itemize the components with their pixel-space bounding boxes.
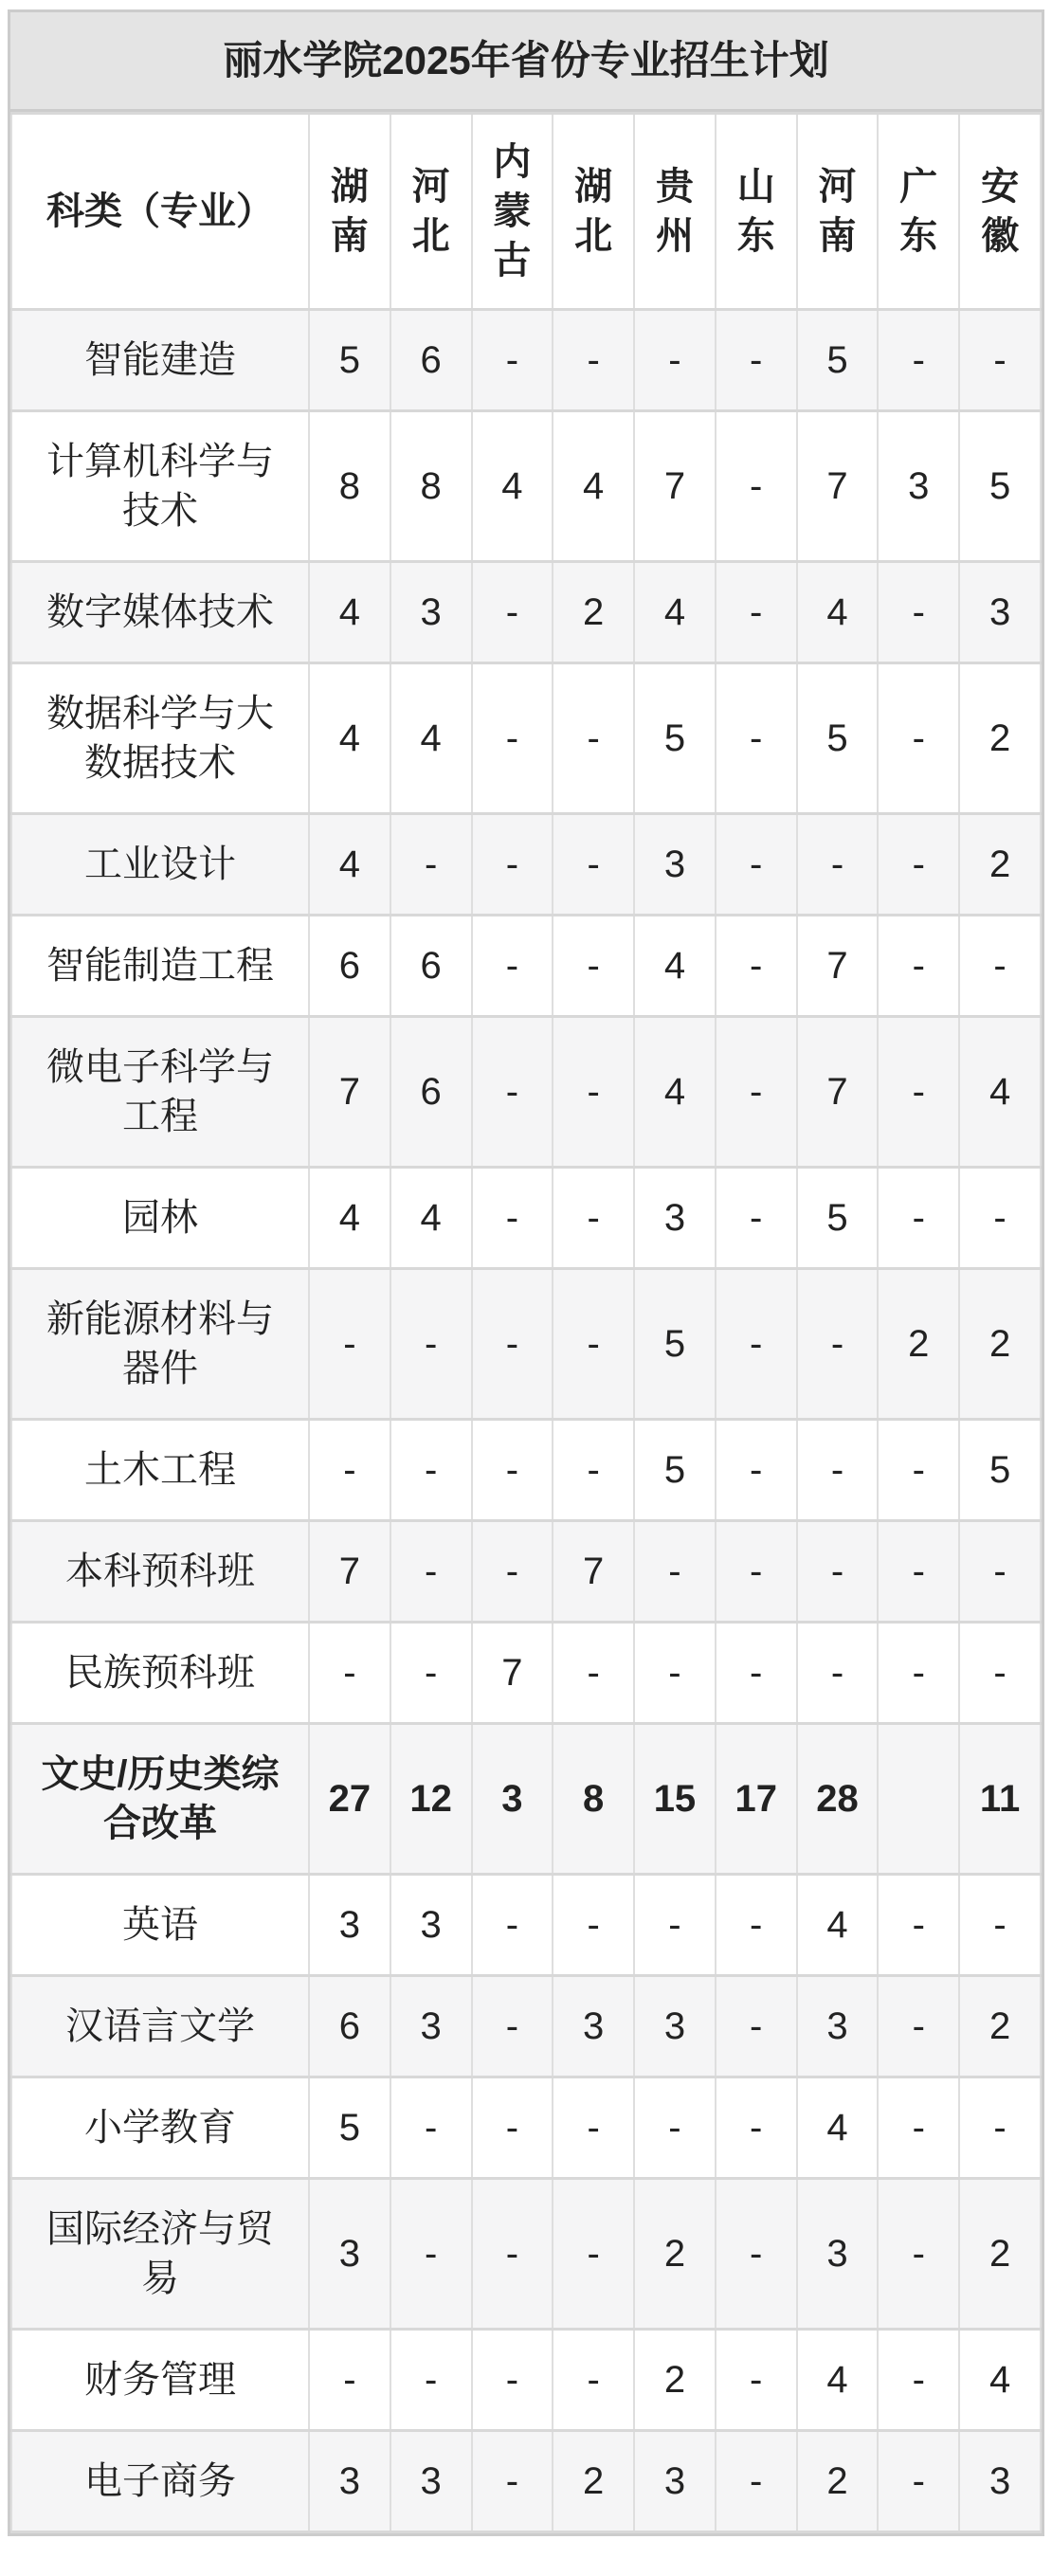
province-name-label: 河北 <box>411 166 450 257</box>
plan-count-cell: - <box>959 1623 1041 1724</box>
plan-count-cell: - <box>797 1521 879 1623</box>
plan-count-cell: - <box>878 1521 959 1623</box>
plan-count-cell: - <box>472 2077 553 2179</box>
plan-count-cell: 3 <box>797 1976 879 2077</box>
plan-count-cell: 2 <box>959 2179 1041 2330</box>
plan-count-cell: - <box>716 562 797 663</box>
plan-count-cell: 27 <box>309 1724 390 1875</box>
table-row <box>11 2330 1041 2431</box>
plan-count-cell: 4 <box>634 562 716 663</box>
plan-count-cell: - <box>716 310 797 411</box>
enrollment-plan-table <box>8 9 1044 2536</box>
plan-count-cell: - <box>878 2077 959 2179</box>
plan-count-cell: - <box>472 916 553 1017</box>
plan-count-cell: - <box>472 1168 553 1269</box>
province-column-header <box>716 114 797 310</box>
plan-count-cell: 5 <box>797 310 879 411</box>
plan-count-cell: 6 <box>390 916 472 1017</box>
plan-count-cell: - <box>472 1976 553 2077</box>
plan-count-cell: 4 <box>959 2330 1041 2431</box>
plan-count-cell: - <box>878 814 959 916</box>
plan-count-cell: 3 <box>878 411 959 562</box>
plan-count-cell: 4 <box>309 814 390 916</box>
plan-count-cell: - <box>390 1269 472 1420</box>
plan-count-cell: 7 <box>309 1521 390 1623</box>
plan-count-cell: - <box>309 1420 390 1521</box>
major-name-cell: 国际经济与贸易 <box>11 2179 309 2330</box>
plan-count-cell: - <box>878 1168 959 1269</box>
plan-count-cell: - <box>390 1420 472 1521</box>
plan-count-cell: - <box>797 1269 879 1420</box>
plan-count-cell: - <box>472 1017 553 1168</box>
plan-count-cell: - <box>959 2077 1041 2179</box>
plan-count-cell: - <box>472 562 553 663</box>
plan-count-cell: - <box>309 2330 390 2431</box>
plan-count-cell: - <box>553 1168 634 1269</box>
major-name-cell: 英语 <box>11 1875 309 1976</box>
plan-count-cell: 4 <box>959 1017 1041 1168</box>
province-column-header <box>797 114 879 310</box>
major-name-cell: 新能源材料与器件 <box>11 1269 309 1420</box>
province-name-label: 山东 <box>736 166 775 257</box>
plan-count-cell: 4 <box>797 2330 879 2431</box>
plan-count-cell: - <box>878 310 959 411</box>
plan-count-cell: 6 <box>309 1976 390 2077</box>
plan-count-cell: 2 <box>553 562 634 663</box>
plan-count-cell: 7 <box>472 1623 553 1724</box>
plan-count-cell: 4 <box>390 1168 472 1269</box>
province-name-label: 安徽 <box>981 166 1020 257</box>
plan-count-cell: 3 <box>553 1976 634 2077</box>
plan-count-cell: - <box>553 1269 634 1420</box>
plan-count-cell: - <box>390 2179 472 2330</box>
province-column-header <box>472 114 553 310</box>
plan-count-cell: 3 <box>634 1168 716 1269</box>
plan-count-cell: - <box>716 411 797 562</box>
plan-count-cell: - <box>878 663 959 814</box>
plan-count-cell: - <box>472 2431 553 2532</box>
plan-count-cell: - <box>553 2179 634 2330</box>
major-name-cell: 智能制造工程 <box>11 916 309 1017</box>
plan-count-cell: - <box>553 1017 634 1168</box>
table-row <box>11 562 1041 663</box>
plan-count-cell: - <box>959 1875 1041 1976</box>
plan-count-cell: - <box>878 1623 959 1724</box>
table-row <box>11 411 1041 562</box>
major-name-cell: 本科预科班 <box>11 1521 309 1623</box>
plan-count-cell: 4 <box>390 663 472 814</box>
major-name-cell: 文史/历史类综合改革 <box>11 1724 309 1875</box>
table-title: 丽水学院2025年省份专业招生计划 <box>10 12 1042 112</box>
plan-count-cell: - <box>716 1168 797 1269</box>
plan-count-cell: - <box>878 1420 959 1521</box>
province-name-label: 湖南 <box>330 166 369 257</box>
plan-count-cell: 5 <box>634 663 716 814</box>
header-row <box>11 114 1041 310</box>
major-name-cell: 财务管理 <box>11 2330 309 2431</box>
plan-count-cell: 3 <box>390 1976 472 2077</box>
plan-count-cell: - <box>553 1875 634 1976</box>
major-name-cell: 土木工程 <box>11 1420 309 1521</box>
table-row <box>11 2077 1041 2179</box>
plan-count-cell: 7 <box>634 411 716 562</box>
plan-count-cell: - <box>553 1420 634 1521</box>
plan-count-cell: 3 <box>309 1875 390 1976</box>
plan-count-cell: - <box>959 310 1041 411</box>
plan-count-cell: 3 <box>309 2179 390 2330</box>
plan-count-cell: - <box>472 1521 553 1623</box>
plan-count-cell: - <box>878 2431 959 2532</box>
plan-count-cell: 2 <box>553 2431 634 2532</box>
plan-count-cell: 4 <box>634 1017 716 1168</box>
plan-count-cell: 12 <box>390 1724 472 1875</box>
plan-count-cell: - <box>553 310 634 411</box>
table-row <box>11 310 1041 411</box>
plan-count-cell: 4 <box>472 411 553 562</box>
plan-count-cell: - <box>797 814 879 916</box>
table-row <box>11 2179 1041 2330</box>
plan-count-cell: 5 <box>959 1420 1041 1521</box>
plan-count-cell: - <box>716 1976 797 2077</box>
plan-count-cell: - <box>716 2077 797 2179</box>
province-column-header <box>878 114 959 310</box>
plan-count-cell: - <box>878 916 959 1017</box>
table-row <box>11 1875 1041 1976</box>
province-column-header <box>390 114 472 310</box>
table-row <box>11 1017 1041 1168</box>
plan-count-cell: - <box>390 2330 472 2431</box>
plan-count-cell: 7 <box>797 1017 879 1168</box>
plan-count-cell: - <box>390 2077 472 2179</box>
plan-count-cell: - <box>553 2330 634 2431</box>
plan-count-cell: 5 <box>309 2077 390 2179</box>
plan-count-cell: - <box>553 1623 634 1724</box>
plan-count-cell: 2 <box>634 2330 716 2431</box>
plan-count-cell: - <box>472 1875 553 1976</box>
table-row <box>11 1521 1041 1623</box>
plan-count-cell: 17 <box>716 1724 797 1875</box>
plan-count-cell: 4 <box>309 562 390 663</box>
plan-count-cell: 3 <box>472 1724 553 1875</box>
plan-count-cell: 5 <box>797 1168 879 1269</box>
province-column-header <box>634 114 716 310</box>
plan-count-cell: 4 <box>797 1875 879 1976</box>
plan-count-cell: 3 <box>309 2431 390 2532</box>
plan-count-cell: - <box>634 1875 716 1976</box>
plan-count-cell: - <box>716 1420 797 1521</box>
plan-count-cell: - <box>390 1623 472 1724</box>
plan-count-cell: - <box>797 1623 879 1724</box>
major-name-cell: 数据科学与大数据技术 <box>11 663 309 814</box>
enrollment-table <box>10 112 1042 2533</box>
plan-count-cell: - <box>716 1017 797 1168</box>
plan-count-cell: 8 <box>553 1724 634 1875</box>
plan-count-cell: - <box>634 1521 716 1623</box>
table-row <box>11 916 1041 1017</box>
plan-count-cell: 8 <box>309 411 390 562</box>
plan-count-cell: - <box>634 1623 716 1724</box>
plan-count-cell: - <box>716 916 797 1017</box>
plan-count-cell: - <box>797 1420 879 1521</box>
plan-count-cell: - <box>553 814 634 916</box>
plan-count-cell: 3 <box>634 1976 716 2077</box>
plan-count-cell: - <box>390 814 472 916</box>
plan-count-cell: - <box>878 562 959 663</box>
plan-count-cell: - <box>472 2179 553 2330</box>
table-row <box>11 1724 1041 1875</box>
plan-count-cell: 2 <box>959 1976 1041 2077</box>
plan-count-cell: 3 <box>634 2431 716 2532</box>
plan-count-cell: 3 <box>390 562 472 663</box>
major-name-cell: 数字媒体技术 <box>11 562 309 663</box>
plan-count-cell: 2 <box>634 2179 716 2330</box>
table-row <box>11 1976 1041 2077</box>
plan-count-cell: 6 <box>309 916 390 1017</box>
plan-count-cell: 3 <box>634 814 716 916</box>
table-row <box>11 1168 1041 1269</box>
province-name-label: 广东 <box>899 166 938 257</box>
plan-count-cell: 5 <box>309 310 390 411</box>
major-name-cell: 计算机科学与技术 <box>11 411 309 562</box>
plan-count-cell: - <box>716 2431 797 2532</box>
plan-count-cell: 4 <box>553 411 634 562</box>
plan-count-cell: 4 <box>797 2077 879 2179</box>
plan-count-cell: 4 <box>309 663 390 814</box>
plan-count-cell: - <box>472 310 553 411</box>
plan-count-cell: - <box>716 2179 797 2330</box>
table-row <box>11 1420 1041 1521</box>
plan-count-cell: 2 <box>959 1269 1041 1420</box>
plan-count-cell: - <box>716 814 797 916</box>
plan-count-cell: 2 <box>959 814 1041 916</box>
plan-count-cell: - <box>553 2077 634 2179</box>
plan-count-cell: 3 <box>959 2431 1041 2532</box>
plan-count-cell: 3 <box>959 562 1041 663</box>
plan-count-cell: 7 <box>553 1521 634 1623</box>
major-name-cell: 园林 <box>11 1168 309 1269</box>
plan-count-cell: - <box>472 1420 553 1521</box>
plan-count-cell: 7 <box>797 916 879 1017</box>
plan-count-cell: - <box>634 2077 716 2179</box>
plan-count-cell: 7 <box>309 1017 390 1168</box>
table-row <box>11 1269 1041 1420</box>
plan-count-cell: 6 <box>390 310 472 411</box>
plan-count-cell: 4 <box>309 1168 390 1269</box>
plan-count-cell: - <box>716 663 797 814</box>
plan-count-cell: 2 <box>959 663 1041 814</box>
plan-count-cell: - <box>716 1623 797 1724</box>
province-column-header <box>553 114 634 310</box>
table-row <box>11 1623 1041 1724</box>
province-column-header <box>959 114 1041 310</box>
plan-count-cell: 15 <box>634 1724 716 1875</box>
plan-count-cell: - <box>716 1875 797 1976</box>
plan-count-cell: - <box>309 1623 390 1724</box>
plan-count-cell: - <box>716 1269 797 1420</box>
plan-count-cell: 7 <box>797 411 879 562</box>
plan-count-cell: - <box>878 2179 959 2330</box>
plan-count-cell <box>878 1724 959 1875</box>
plan-count-cell: - <box>878 1875 959 1976</box>
plan-count-cell: 3 <box>390 1875 472 1976</box>
province-name-label: 贵州 <box>655 166 694 257</box>
major-name-cell: 民族预科班 <box>11 1623 309 1724</box>
plan-count-cell: 28 <box>797 1724 879 1875</box>
plan-count-cell: 3 <box>797 2179 879 2330</box>
plan-count-cell: 6 <box>390 1017 472 1168</box>
plan-count-cell: - <box>959 1168 1041 1269</box>
plan-count-cell: - <box>309 1269 390 1420</box>
plan-count-cell: - <box>634 310 716 411</box>
plan-count-cell: 4 <box>634 916 716 1017</box>
province-name-label: 湖北 <box>574 166 613 257</box>
major-name-cell: 小学教育 <box>11 2077 309 2179</box>
plan-count-cell: - <box>390 1521 472 1623</box>
plan-count-cell: - <box>716 1521 797 1623</box>
plan-count-cell: - <box>716 2330 797 2431</box>
plan-count-cell: 5 <box>797 663 879 814</box>
plan-count-cell: - <box>878 2330 959 2431</box>
major-name-cell: 微电子科学与工程 <box>11 1017 309 1168</box>
plan-count-cell: - <box>472 663 553 814</box>
plan-count-cell: 2 <box>878 1269 959 1420</box>
major-name-cell: 工业设计 <box>11 814 309 916</box>
major-name-cell: 智能建造 <box>11 310 309 411</box>
plan-count-cell: - <box>472 1269 553 1420</box>
plan-count-cell: 11 <box>959 1724 1041 1875</box>
plan-count-cell: - <box>878 1976 959 2077</box>
plan-count-cell: 2 <box>797 2431 879 2532</box>
major-name-cell: 汉语言文学 <box>11 1976 309 2077</box>
plan-count-cell: - <box>472 814 553 916</box>
major-name-cell: 电子商务 <box>11 2431 309 2532</box>
plan-count-cell: 3 <box>390 2431 472 2532</box>
plan-count-cell: - <box>553 663 634 814</box>
plan-count-cell: 5 <box>634 1420 716 1521</box>
plan-count-cell: - <box>878 1017 959 1168</box>
province-name-label: 河南 <box>818 166 857 257</box>
plan-count-cell: - <box>959 916 1041 1017</box>
plan-count-cell: - <box>472 2330 553 2431</box>
province-name-label: 内蒙古 <box>493 141 532 281</box>
table-row <box>11 2431 1041 2532</box>
plan-count-cell: 5 <box>959 411 1041 562</box>
plan-count-cell: 8 <box>390 411 472 562</box>
table-row <box>11 814 1041 916</box>
table-row <box>11 663 1041 814</box>
plan-count-cell: 4 <box>797 562 879 663</box>
plan-count-cell: 5 <box>634 1269 716 1420</box>
plan-count-cell: - <box>553 916 634 1017</box>
plan-count-cell: - <box>959 1521 1041 1623</box>
province-column-header <box>309 114 390 310</box>
corner-header: 科类（专业） <box>11 114 309 310</box>
